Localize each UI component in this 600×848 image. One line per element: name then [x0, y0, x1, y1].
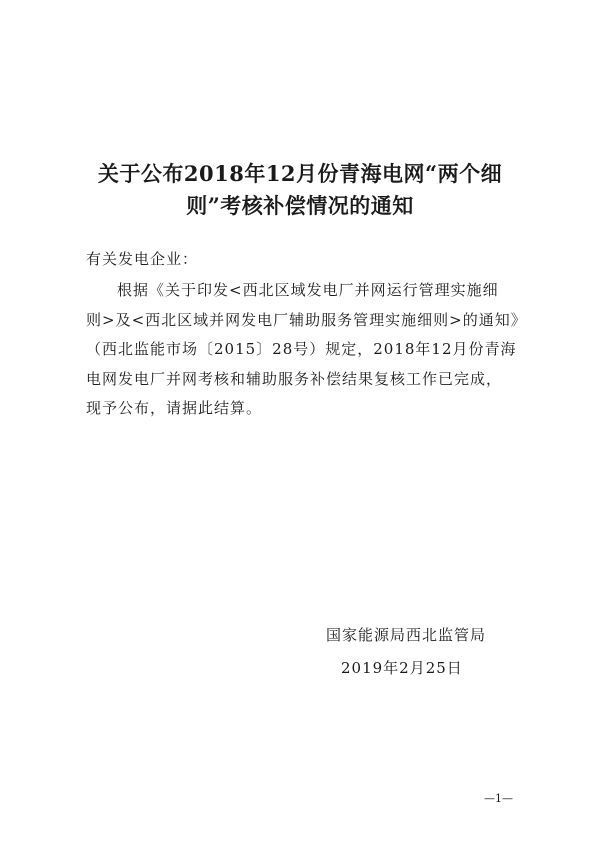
issue-date: 2019年2月25日: [341, 659, 463, 677]
page-number: —1—: [484, 792, 513, 805]
title-line-2: 则”考核补偿情况的通知: [186, 193, 414, 218]
document-title: [70, 158, 530, 222]
body-paragraph: [86, 276, 527, 424]
body-line: 根据《关于印发<西北区域发电厂并网运行管理实施细: [117, 281, 499, 299]
body-line: 则>及<西北区域并网发电厂辅助服务管理实施细则>的通知》: [86, 310, 527, 329]
body-line: （西北监能市场〔2015〕28号）规定，2018年12月份青海: [86, 340, 517, 358]
body-line: 现予公布，请据此结算。: [86, 399, 263, 417]
body-line: 电网发电厂并网考核和辅助服务补偿结果复核工作已完成，: [86, 369, 503, 388]
title-line-1: 关于公布2018年12月份青海电网“两个细: [97, 161, 503, 186]
issuer-signature: 国家能源局西北监管局: [326, 626, 487, 644]
salutation: 有关发电企业：: [86, 250, 199, 268]
